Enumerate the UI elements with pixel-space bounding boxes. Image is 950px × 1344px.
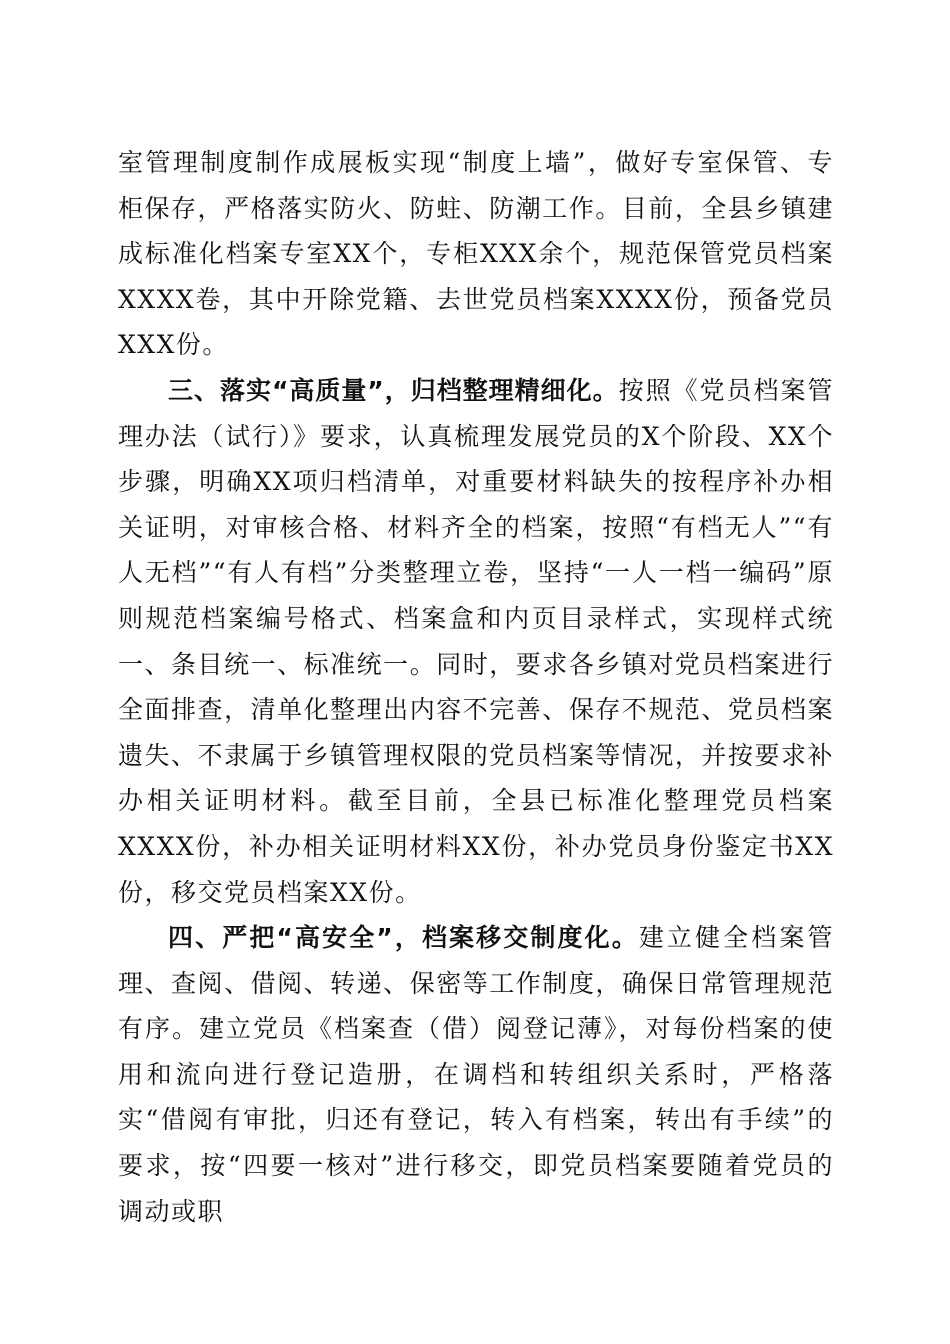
paragraph-continuation (118, 140, 834, 368)
section-heading: 三、落实“高质量”，归档整理精细化。 (168, 375, 619, 405)
paragraph-body: 室管理制度制作成展板实现“制度上墙”，做好专室保管、专柜保存，严格落实防火、防蛀、防潮工作。目前，全县乡镇建成标准化档案专室XX个，专柜XXX余个，规范保管党员档案XXXX卷，其中开除党籍、去世党员档案XXXX份，预备党员XXX份。 (118, 148, 834, 360)
paragraph-section-three (118, 368, 834, 915)
paragraph-section-four (118, 915, 834, 1234)
section-heading: 四、严把“高安全”，档案移交制度化。 (168, 923, 639, 953)
paragraph-body: 按照《党员档案管理办法（试行）》要求，认真梳理发展党员的X个阶段、XX个步骤，明确XX项归档清单，对重要材料缺失的按程序补办相关证明，对审核合格、材料齐全的档案，按照“有档无人”“有人无档”“有人有档”分类整理立卷，坚持“一人一档一编码”原则规范档案编号格式、档案盒和内页目录样式，实现样式统一、条目统一、标准统一。同时，要求各乡镇对党员档案进行全面排查，清单化整理出内容不完善、保存不规范、党员档案遗失、不隶属于乡镇管理权限的党员档案等情况，并按要求补办相关证明材料。截至目前，全县已标准化整理党员档案XXXX份，补办相关证明材料XX份，补办党员身份鉴定书XX份，移交党员档案XX份。 (118, 375, 834, 907)
document-page (118, 140, 834, 1234)
paragraph-body: 建立健全档案管理、查阅、借阅、转递、保密等工作制度，确保日常管理规范有序。建立党员《档案查（借）阅登记薄》，对每份档案的使用和流向进行登记造册，在调档和转组织关系时，严格落实“借阅有审批，归还有登记，转入有档案，转出有手续”的要求，按“四要一核对”进行移交，即党员档案要随着党员的调动或职 (118, 923, 834, 1226)
